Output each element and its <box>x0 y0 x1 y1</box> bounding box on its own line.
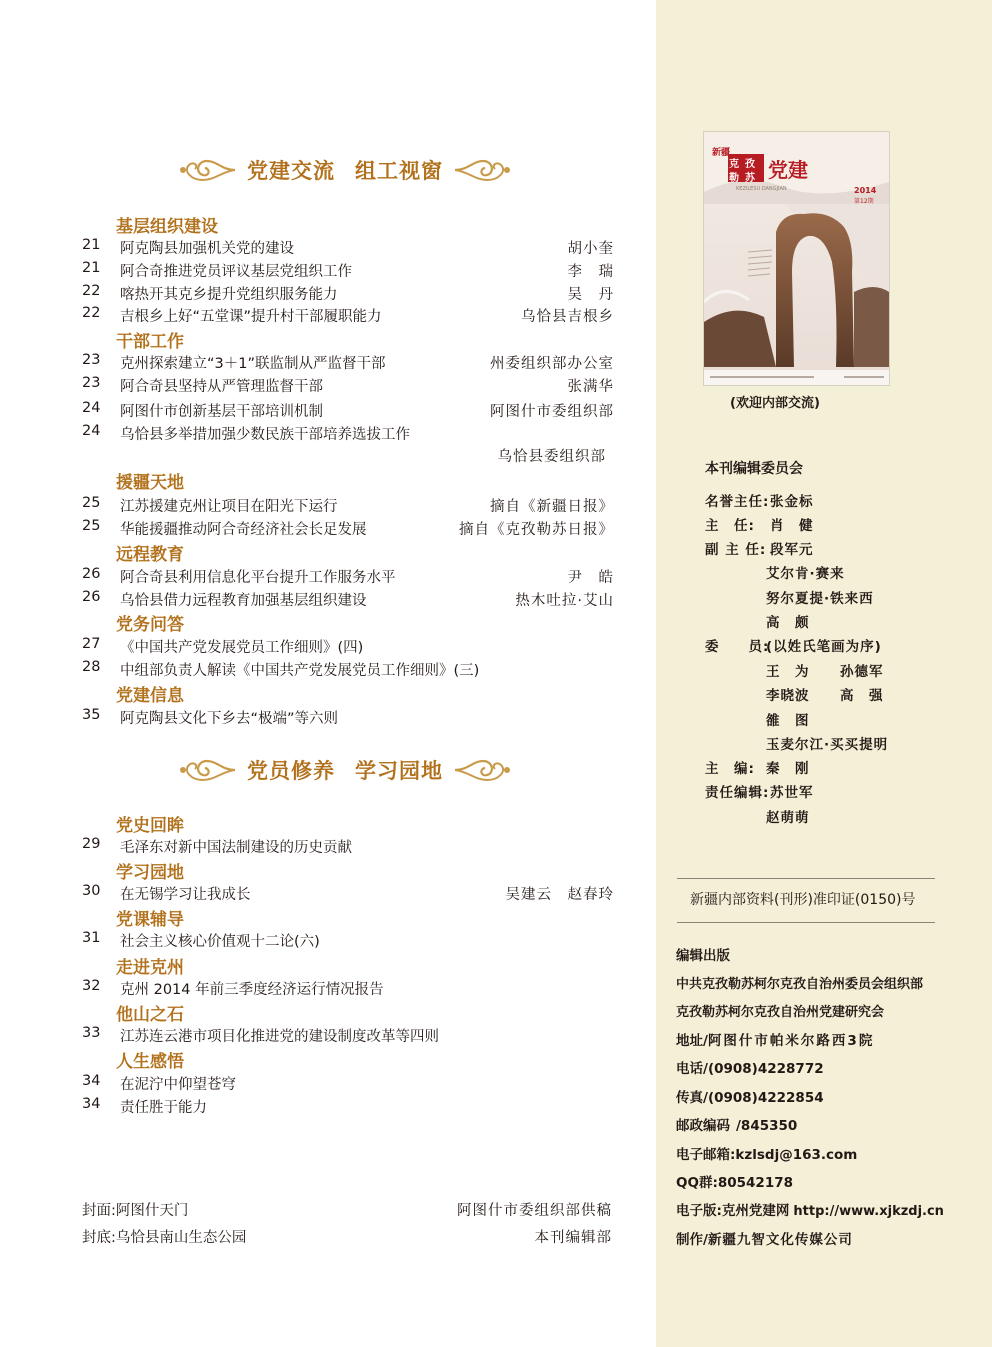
cover-title: 党建 <box>768 158 808 182</box>
section-heading: 走进克州 <box>116 958 184 978</box>
fax-line: 传真/(0908)4222854 <box>676 1090 824 1106</box>
committee-title: 本刊编辑委员会 <box>705 461 803 477</box>
member-name: 高 强 <box>840 688 884 704</box>
email-line[interactable]: 电子邮箱:kzlsdj@163.com <box>676 1147 858 1163</box>
ornament-right-icon <box>453 153 513 187</box>
director-name: 肖 健 <box>770 518 814 534</box>
toc-row[interactable]: 34 在泥泞中仰望苍穹 <box>82 1073 236 1093</box>
toc-row[interactable]: 26 乌恰县借力远程教育加强基层组织建设 热木吐拉·艾山 <box>82 589 614 609</box>
cover-logo-top: 克孜 <box>729 159 761 170</box>
editors-label: 责任编辑: <box>705 785 770 801</box>
toc-row[interactable]: 31 社会主义核心价值观十二论(六) <box>82 930 320 950</box>
address-line: 地址/阿图什市帕米尔路西3院 <box>676 1033 875 1049</box>
ornament-left-icon <box>177 753 237 787</box>
banner-title-b: 组工视窗 <box>355 159 443 183</box>
permit-number: 新疆内部资料(刊形)准印证(0150)号 <box>690 892 916 908</box>
banner-party-study <box>160 750 530 790</box>
cover-front-note: 封面:阿图什天门 <box>82 1203 189 1219</box>
toc-row[interactable]: 21 阿合奇推进党员评议基层党组织工作 李 瑞 <box>82 260 614 280</box>
section-heading: 他山之石 <box>116 1005 184 1025</box>
publisher-org-2: 克孜勒苏柯尔克孜自治州党建研究会 <box>676 1005 885 1020</box>
cover-year: 2014 <box>854 186 877 195</box>
honorary-label: 名誉主任: <box>705 494 770 510</box>
section-heading: 党建信息 <box>116 686 184 706</box>
deputy-name: 高 颇 <box>766 615 810 631</box>
member-name: 雒 图 <box>766 713 810 729</box>
members-note: (以姓氏笔画为序) <box>766 639 882 655</box>
editor-name: 赵萌萌 <box>766 810 810 826</box>
member-name: 玉麦尔江·买买提明 <box>766 737 889 753</box>
cover-front-credit: 阿图什市委组织部供稿 <box>457 1203 612 1219</box>
editor-name: 苏世军 <box>770 785 814 801</box>
cover-xinjiang: 新疆 <box>712 148 731 158</box>
maker-line: 制作/新疆九智文化传媒公司 <box>676 1232 853 1248</box>
toc-row[interactable]: 29 毛泽东对新中国法制建设的历史贡献 <box>82 836 352 856</box>
toc-row[interactable]: 21 阿克陶县加强机关党的建设 胡小奎 <box>82 237 614 257</box>
section-heading: 学习园地 <box>116 863 184 883</box>
section-heading: 援疆天地 <box>116 473 184 493</box>
toc-row[interactable]: 28 中组部负责人解读《中国共产党发展党员工作细则》(三) <box>82 659 480 679</box>
toc-row[interactable]: 34 责任胜于能力 <box>82 1096 207 1116</box>
banner-party-exchange <box>160 150 530 190</box>
qq-line: QQ群:80542178 <box>676 1175 794 1191</box>
toc-row[interactable]: 33 江苏连云港市项目化推进党的建设制度改革等四则 <box>82 1025 439 1045</box>
section-heading: 干部工作 <box>116 332 184 352</box>
honorary-name: 张金标 <box>770 494 814 510</box>
toc-row[interactable]: 23 克州探索建立“3＋1”联监制从严监督干部 州委组织部办公室 <box>82 352 614 372</box>
members-label: 委 员: <box>705 639 770 655</box>
publisher-org-1: 中共克孜勒苏柯尔克孜自治州委员会组织部 <box>676 977 924 992</box>
toc-row[interactable]: 35 阿克陶县文化下乡去“极端”等六则 <box>82 707 339 727</box>
deputy-name: 艾尔肯·赛来 <box>766 566 845 582</box>
publisher-label: 编辑出版 <box>676 948 730 964</box>
section-heading: 人生感悟 <box>116 1052 184 1072</box>
chief-editor-label: 主 编: <box>705 761 755 777</box>
phone-line: 电话/(0908)4228772 <box>676 1061 824 1077</box>
deputy-label: 副 主 任: <box>705 542 767 558</box>
director-label: 主 任: <box>705 518 755 534</box>
divider <box>677 922 935 923</box>
toc-row[interactable]: 22 吉根乡上好“五堂课”提升村干部履职能力 乌恰县吉根乡 <box>82 305 614 325</box>
section-heading: 党务问答 <box>116 615 184 635</box>
member-name: 王 为 <box>766 664 810 680</box>
toc-row[interactable]: 26 阿合奇县利用信息化平台提升工作服务水平 尹 皓 <box>82 566 614 586</box>
chief-editor-name: 秦 刚 <box>766 761 810 777</box>
ornament-right-icon <box>453 753 513 787</box>
section-heading: 远程教育 <box>116 545 184 565</box>
toc-row[interactable]: 25 华能援疆推动阿合奇经济社会长足发展 摘自《克孜勒苏日报》 <box>82 518 614 538</box>
cover-caption: (欢迎内部交流) <box>730 396 820 411</box>
banner-title-b: 学习园地 <box>355 759 443 783</box>
ornament-left-icon <box>177 153 237 187</box>
toc-row[interactable]: 22 喀热开其克乡提升党组织服务能力 吴 丹 <box>82 283 614 303</box>
cover-issue: 第12期 <box>854 198 874 205</box>
section-heading: 基层组织建设 <box>116 217 218 237</box>
deputy-name: 段军元 <box>770 542 814 558</box>
section-heading: 党课辅导 <box>116 910 184 930</box>
member-name: 李晓波 <box>766 688 810 704</box>
toc-row[interactable]: 24 乌恰县多举措加强少数民族干部培养选拔工作 <box>82 423 410 443</box>
zip-line: 邮政编码 /845350 <box>676 1118 798 1134</box>
cover-back-credit: 本刊编辑部 <box>534 1230 612 1246</box>
website-line[interactable]: 电子版:克州党建网 http://www.xjkzdj.cn <box>676 1203 944 1219</box>
toc-row[interactable]: 30 在无锡学习让我成长 吴建云 赵春玲 <box>82 883 614 903</box>
toc-author-wrapped: 乌恰县委组织部 <box>497 449 606 465</box>
cover-logo-bottom: 勒苏 <box>729 173 761 184</box>
section-heading: 党史回眸 <box>116 816 184 836</box>
toc-row[interactable]: 23 阿合奇县坚持从严管理监督干部 张满华 <box>82 375 614 395</box>
banner-title-a: 党员修养 <box>247 759 335 783</box>
toc-row[interactable]: 24 阿图什市创新基层干部培训机制 阿图什市委组织部 <box>82 400 614 420</box>
toc-row[interactable]: 27 《中国共产党发展党员工作细则》(四) <box>82 636 364 656</box>
toc-row[interactable]: 25 江苏援建克州让项目在阳光下运行 摘自《新疆日报》 <box>82 495 614 515</box>
cover-pinyin: KEZILESU DANGJIAN <box>736 186 787 192</box>
banner-title-a: 党建交流 <box>247 159 335 183</box>
member-name: 孙德军 <box>840 664 884 680</box>
deputy-name: 努尔夏提·铁来西 <box>766 591 874 607</box>
cover-back-note: 封底:乌恰县南山生态公园 <box>82 1230 247 1246</box>
divider <box>677 878 935 879</box>
toc-row[interactable]: 32 克州 2014 年前三季度经济运行情况报告 <box>82 978 384 998</box>
magazine-cover-image <box>703 131 890 386</box>
